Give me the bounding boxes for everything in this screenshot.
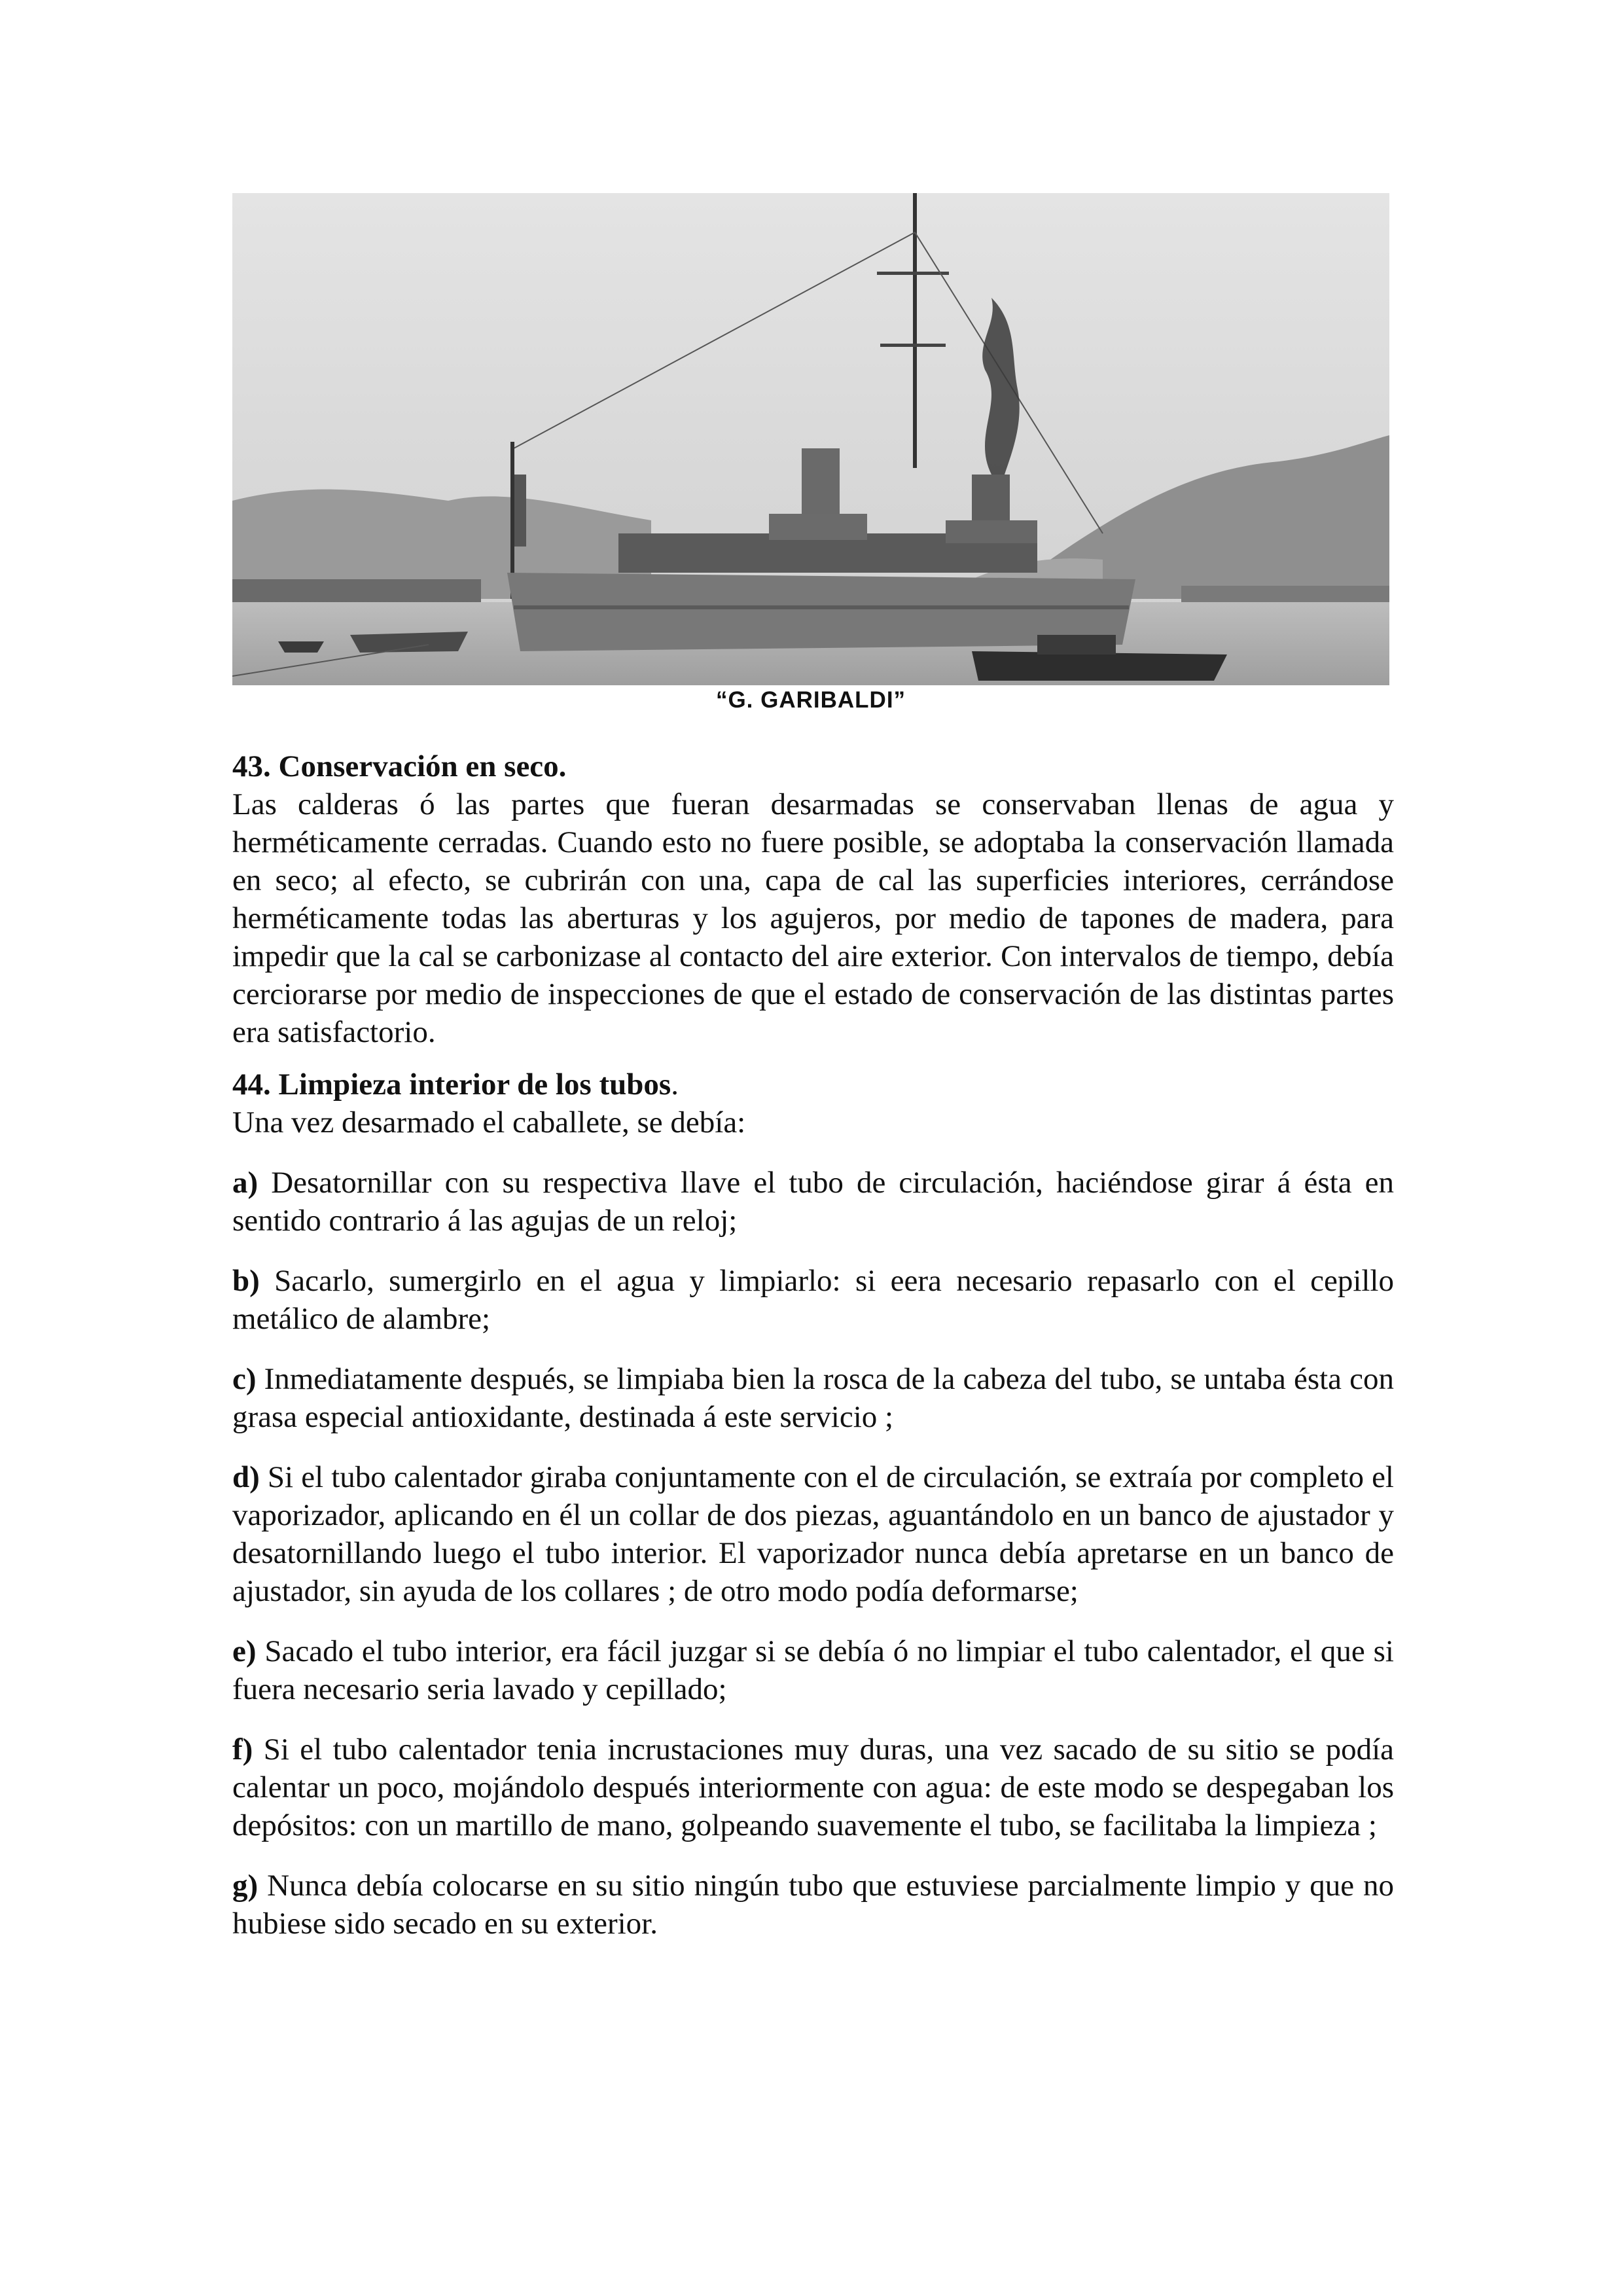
list-item-text: Si el tubo calentador giraba conjuntamente con el de circulación, se extraía por completo el vaporizador, aplicando en él un collar de dos piezas, aguantándolo en un banco de ajustador y desatornillando luego el tubo interior. El vaporizador nunca debía apretarse en un banco de ajustador, sin ayuda de los collares ; de otro modo podía deformarse; [232, 1460, 1394, 1608]
list-item-label: b) [232, 1264, 260, 1298]
section-44-heading-text: 44. Limpieza interior de los tubos [232, 1067, 671, 1102]
list-item-label: a) [232, 1166, 259, 1200]
list-item-e [232, 1632, 1394, 1708]
section-44-heading [232, 1066, 1394, 1103]
section-43-heading: 43. Conservación en seco. [232, 749, 567, 783]
list-item-label: e) [232, 1634, 257, 1668]
section-43-text: Las calderas ó las partes que fueran desarmadas se conservaban llenas de agua y herméticamente cerradas. Cuando esto no fuere posible, se adoptaba la conservación llamada en seco; al efecto, se cubrirán con una, capa de cal las superficies interiores, cerrándose herméticamente todas las aberturas y los agujeros, por medio de tapones de madera, para impedir que la cal se carbonizase al contacto del aire exterior. Con intervalos de tiempo, debía cerciorarse por medio de inspecciones de que el estado de conservación de las distintas partes era satisfactorio. [232, 787, 1394, 1049]
list-item-label: f) [232, 1732, 253, 1767]
list-item-label: c) [232, 1362, 257, 1396]
list-item-label: g) [232, 1869, 259, 1903]
list-item-a [232, 1164, 1394, 1240]
list-item-d [232, 1458, 1394, 1610]
list-item-b [232, 1262, 1394, 1338]
list-item-label: d) [232, 1460, 260, 1494]
figure-caption: “G. GARIBALDI” [715, 687, 906, 713]
list-item-g [232, 1867, 1394, 1943]
list-item-text: Si el tubo calentador tenia incrustaciones muy duras, una vez sacado de su sitio se podía calentar un poco, mojándolo después interiormente con agua: de este modo se despegaban los depósitos: con un martillo de mano, golpeando suavemente el tubo, se facilitaba la limpieza ; [232, 1732, 1394, 1842]
section-44-heading-suffix: . [671, 1067, 679, 1102]
list-item-f [232, 1731, 1394, 1844]
list-item-text: Sacarlo, sumergirlo en el agua y limpiarlo: si eera necesario repasarlo con el cepillo metálico de alambre; [232, 1264, 1394, 1336]
list-item-text: Sacado el tubo interior, era fácil juzgar si se debía ó no limpiar el tubo calentador, el que si fuera necesario seria lavado y cepillado; [232, 1634, 1394, 1706]
list-item-text: Nunca debía colocarse en su sitio ningún tubo que estuviese parcialmente limpio y que no hubiese sido secado en su exterior. [232, 1869, 1394, 1941]
list-item-text: Inmediatamente después, se limpiaba bien la rosca de la cabeza del tubo, se untaba ésta con grasa especial antioxidante, destinada á este servicio ; [232, 1362, 1394, 1434]
section-44-intro: Una vez desarmado el caballete, se debía: [232, 1105, 746, 1139]
document-body [232, 747, 1394, 1943]
ship-photo [232, 193, 1389, 685]
list-item-text: Desatornillar con su respectiva llave el tubo de circulación, haciéndose girar á ésta en sentido contrario á las agujas de un reloj; [232, 1166, 1394, 1238]
list-item-c [232, 1360, 1394, 1436]
